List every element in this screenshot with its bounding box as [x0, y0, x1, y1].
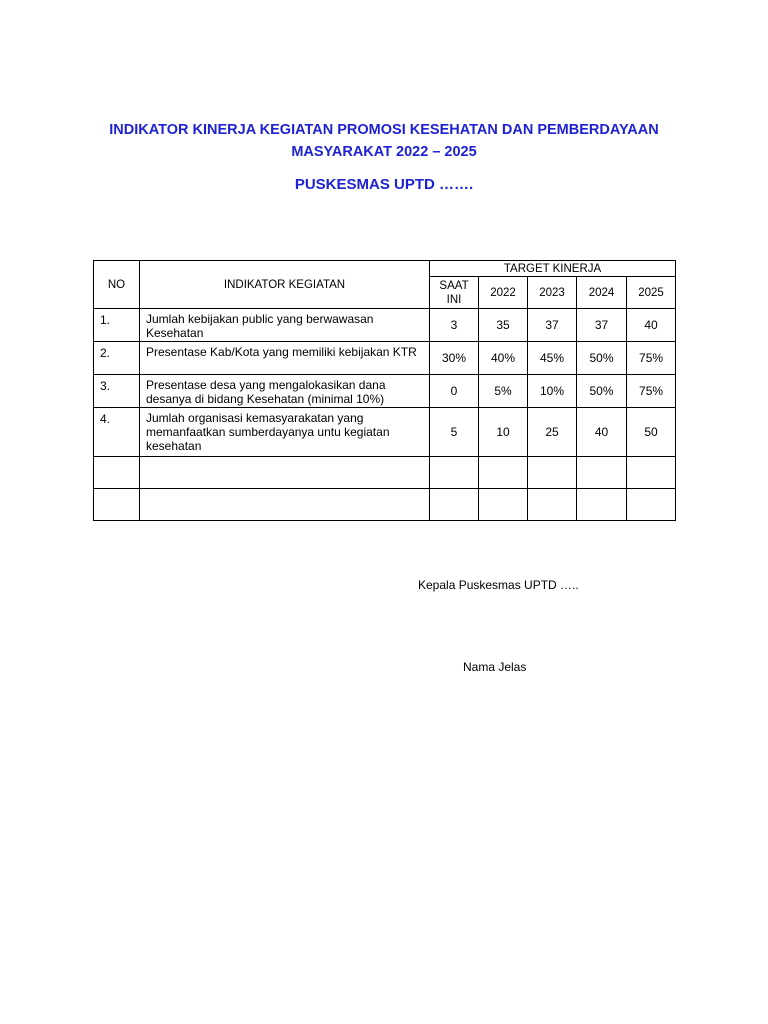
row-saat-ini: 30%	[430, 342, 479, 375]
row-saat-ini: 0	[430, 375, 479, 408]
document-title-line-1: INDIKATOR KINERJA KEGIATAN PROMOSI KESEHATAN DAN PEMBERDAYAAN	[109, 122, 659, 138]
row-2022: 10	[479, 408, 528, 457]
header-2023: 2023	[528, 277, 577, 309]
row-2025: 75%	[627, 375, 676, 408]
indicator-table	[93, 260, 676, 521]
empty-row	[94, 489, 676, 521]
row-2023: 45%	[528, 342, 577, 375]
header-row-top	[94, 261, 676, 277]
row-2023: 10%	[528, 375, 577, 408]
row-indicator: Jumlah kebijakan public yang berwawasan Kesehatan	[140, 309, 430, 342]
row-2025: 40	[627, 309, 676, 342]
table-row	[94, 375, 676, 408]
row-2023: 25	[528, 408, 577, 457]
header-2024: 2024	[577, 277, 627, 309]
row-no: 2.	[94, 342, 140, 375]
row-saat-ini: 5	[430, 408, 479, 457]
table-row	[94, 408, 676, 457]
document-subtitle: PUSKESMAS UPTD …….	[294, 176, 474, 193]
row-2023: 37	[528, 309, 577, 342]
header-indicator: INDIKATOR KEGIATAN	[140, 261, 430, 309]
row-2022: 5%	[479, 375, 528, 408]
table-row	[94, 342, 676, 375]
header-target: TARGET KINERJA	[430, 261, 676, 277]
row-saat-ini: 3	[430, 309, 479, 342]
row-no: 1.	[94, 309, 140, 342]
header-2025: 2025	[627, 277, 676, 309]
row-2022: 40%	[479, 342, 528, 375]
row-no: 4.	[94, 408, 140, 457]
row-2024: 40	[577, 408, 627, 457]
row-2024: 37	[577, 309, 627, 342]
signature-position: Kepala Puskesmas UPTD …..	[418, 578, 579, 592]
row-indicator: Presentase Kab/Kota yang memiliki kebijakan KTR	[140, 342, 430, 375]
signature-name: Nama Jelas	[463, 660, 527, 674]
row-2024: 50%	[577, 342, 627, 375]
row-2025: 50	[627, 408, 676, 457]
table-row	[94, 309, 676, 342]
header-saat-ini: SAAT INI	[430, 277, 479, 309]
row-2025: 75%	[627, 342, 676, 375]
empty-row	[94, 457, 676, 489]
header-no: NO	[94, 261, 140, 309]
row-2024: 50%	[577, 375, 627, 408]
row-no: 3.	[94, 375, 140, 408]
header-2022: 2022	[479, 277, 528, 309]
row-2022: 35	[479, 309, 528, 342]
row-indicator: Presentase desa yang mengalokasikan dana desanya di bidang Kesehatan (minimal 10%)	[140, 375, 430, 408]
document-title-line-2: MASYARAKAT 2022 – 2025	[291, 144, 477, 160]
row-indicator: Jumlah organisasi kemasyarakatan yang memanfaatkan sumberdayanya untu kegiatan kesehatan	[140, 408, 430, 457]
